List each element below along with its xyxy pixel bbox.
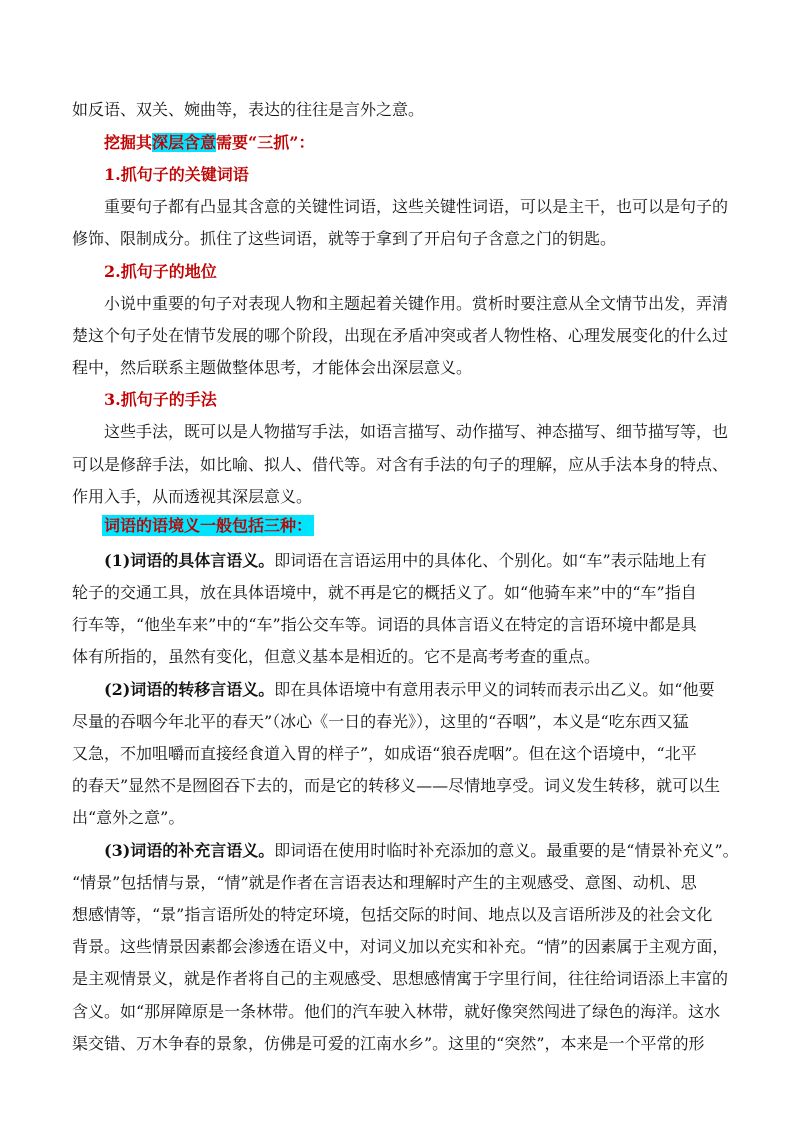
paragraph-line: 的春天”显然不是囫囵吞下去的，而是它的转移义——尽情地享受。词义发生转移，就可以生 bbox=[72, 776, 721, 795]
paragraph-line: 体有所指的，虽然有变化，但意义基本是相近的。它不是高考考查的重点。 bbox=[72, 647, 601, 666]
paragraph-line: 含义。如“那屏障原是一条林带。他们的汽车驶入林带，就好像突然闯进了绿色的海洋。这水 bbox=[72, 1002, 721, 1021]
paragraph-line: (1)词语的具体言语义。即词语在言语运用中的具体化、个别化。如“车”表示陆地上有 bbox=[104, 551, 707, 570]
paragraph-line: 又急，不加咀嚼而直接经食道入胃的样子”，如成语“狼吞虎咽”。但在这个语境中，“北平 bbox=[72, 744, 697, 763]
subheading-3: 3.抓句子的手法 bbox=[104, 390, 217, 409]
term-label: (3)词语的补充言语义。 bbox=[104, 841, 275, 860]
paragraph-line: 如反语、双关、婉曲等，表达的往往是言外之意。 bbox=[72, 100, 425, 119]
paragraph-line: 程中，然后联系主题做整体思考，才能体会出深层意义。 bbox=[72, 358, 473, 377]
paragraph-line: 修饰、限制成分。抓住了这些词语，就等于拿到了开启句子含意之门的钥匙。 bbox=[72, 229, 617, 248]
paragraph-line: 行车等，“他坐车来”中的“车”指公交车等。词语的具体言语义在特定的言语环境中都是具 bbox=[72, 615, 697, 634]
section-heading-three-grasps: 挖掘其深层含意需要“三抓”： bbox=[104, 133, 315, 152]
paragraph-line: 小说中重要的句子对表现人物和主题起着关键作用。赏析时要注意从全文情节出发，弄清 bbox=[104, 294, 729, 313]
section-heading-context-meaning: 词语的语境义一般包括三种： bbox=[104, 516, 313, 535]
paragraph-line: 可以是修辞手法，如比喻、拟人、借代等。对含有手法的句子的理解，应从手法本身的特点、 bbox=[72, 455, 729, 474]
subheading-1: 1.抓句子的关键词语 bbox=[104, 165, 249, 184]
highlighted-term: 深层含意 bbox=[152, 133, 217, 152]
term-label: (1)词语的具体言语义。 bbox=[104, 551, 275, 570]
subheading-2: 2.抓句子的地位 bbox=[104, 262, 217, 281]
paragraph-line: 渠交错、万木争春的景象，仿佛是可爱的江南水乡”。这里的“突然”，本来是一个平常的形 bbox=[72, 1034, 705, 1053]
term-label: (2)词语的转移言语义。 bbox=[104, 680, 275, 699]
paragraph-line: 这些手法，既可以是人物描写手法，如语言描写、动作描写、神态描写、细节描写等，也 bbox=[104, 422, 729, 441]
paragraph-line: 想感情等，“景”指言语所处的特定环境，包括交际的时间、地点以及言语所涉及的社会文化 bbox=[72, 905, 713, 924]
paragraph-line: 轮子的交通工具，放在具体语境中，就不再是它的概括义了。如“他骑车来”中的“车”指自 bbox=[72, 583, 697, 602]
paragraph-line: 作用入手，从而透视其深层意义。 bbox=[72, 487, 313, 506]
paragraph-line: 背景。这些情景因素都会渗透在语义中，对词义加以充实和补充。“情”的因素属于主观方面， bbox=[72, 937, 729, 956]
paragraph-line: 尽量的吞咽今年北平的春天”（冰心《一日的春光》），这里的“吞咽”，本义是“吃东西又猛 bbox=[72, 712, 689, 731]
paragraph-line: 出“意外之意”。 bbox=[72, 808, 185, 827]
paragraph-line: (3)词语的补充言语义。即词语在使用时临时补充添加的意义。最重要的是“情景补充义”。 bbox=[104, 841, 739, 860]
paragraph-line: 是主观情景义，就是作者将自己的主观感受、思想感情寓于字里行间，往往给词语添上丰富的 bbox=[72, 969, 729, 988]
paragraph-line: “情景”包括情与景，“情”就是作者在言语表达和理解时产生的主观感受、意图、动机、思 bbox=[72, 873, 697, 892]
paragraph-line: 重要句子都有凸显其含意的关键性词语，这些关键性词语，可以是主干，也可以是句子的 bbox=[104, 197, 729, 216]
paragraph-line: (2)词语的转移言语义。即在具体语境中有意用表示甲义的词转而表示出乙义。如“他要 bbox=[104, 680, 715, 699]
paragraph-line: 楚这个句子处在情节发展的哪个阶段，出现在矛盾冲突或者人物性格、心理发展变化的什么过 bbox=[72, 326, 729, 345]
